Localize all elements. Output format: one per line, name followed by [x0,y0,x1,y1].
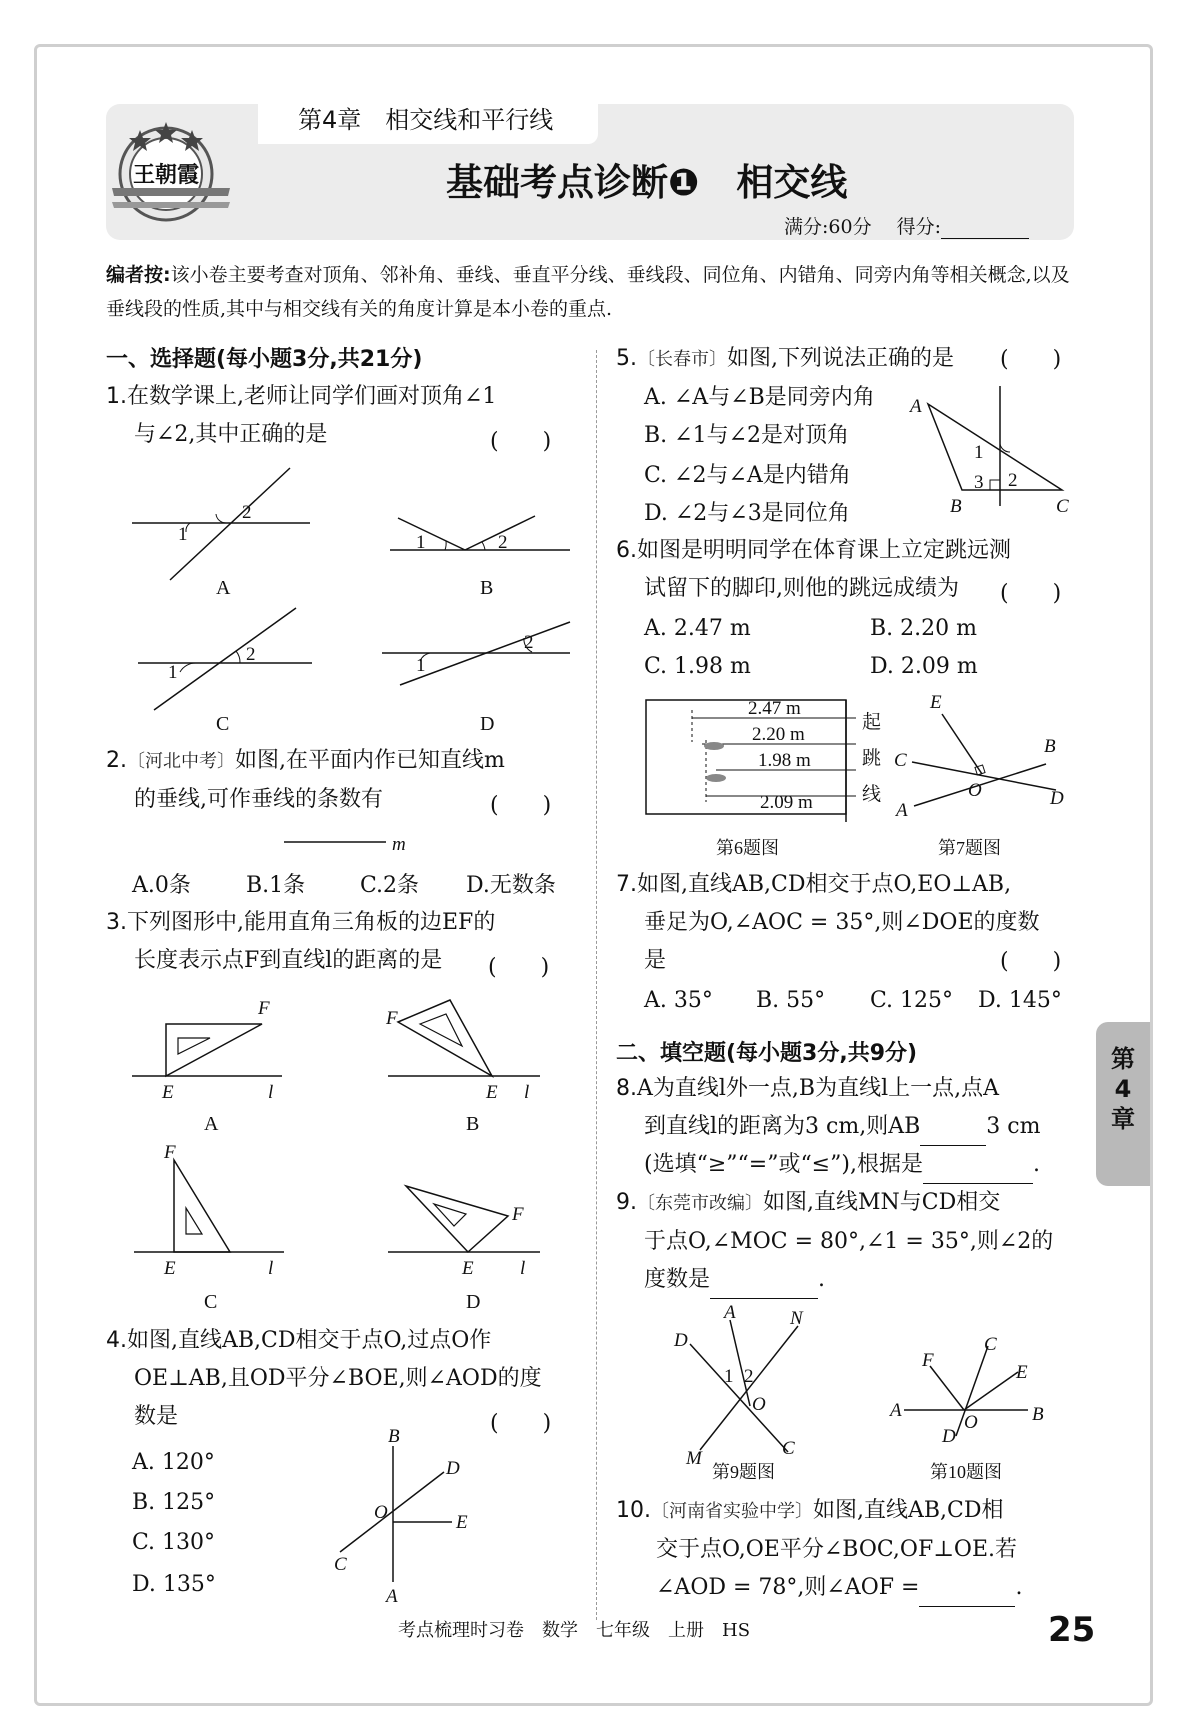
question-6 [616,532,1011,608]
q9-figure [672,1302,832,1486]
q7-point-c: C [894,750,907,771]
q5-angle1: 1 [974,442,984,463]
q3-option-a-label: A [204,1113,219,1135]
q9-point-n: N [790,1308,803,1329]
q6-takeoff-char2: 跳 [862,748,882,769]
q9-source: 〔东莞市改编〕 [637,1193,763,1214]
q3d-F: F [512,1204,524,1225]
editor-note [106,258,1076,326]
page-number: 25 [1048,1610,1096,1650]
q4-number: 4. [106,1328,127,1353]
q2-line2: 的垂线,可作垂线的条数有 [134,787,383,812]
q7-point-d: D [1050,788,1064,809]
q6-number: 6. [616,538,637,563]
q6-line1: 如图是明明同学在体育课上立定跳远测 [637,538,1012,563]
q4-point-a: A [386,1586,398,1607]
q10-point-c: C [984,1334,997,1355]
q5-source: 〔长春市〕 [637,349,727,370]
q10-point-e: E [1016,1362,1028,1383]
q10-number: 10. [616,1498,651,1523]
q10-blank[interactable] [919,1586,1015,1607]
q1-option-b-label: B [480,577,494,599]
q9-end: . [818,1267,826,1292]
editor-note-text: 该小卷主要考查对顶角、邻补角、垂线、垂直平分线、垂线段、同位角、内错角、同旁内角等相关概念,以及垂线段的性质,其中与相交线有关的角度计算是本小卷的重点. [106,264,1070,320]
q2-line1: 如图,在平面内作已知直线m [235,748,505,773]
logo-text: 王朝霞 [132,162,200,187]
q9-angle1: 1 [724,1366,734,1387]
q3a-l: l [268,1082,274,1103]
q1-answer-paren[interactable]: ( ) [490,429,552,454]
side-tab-line3: 章 [1111,1105,1135,1133]
q2-option-d[interactable]: D.无数条 [466,873,556,898]
question-7 [616,866,1040,980]
q2-number: 2. [106,748,127,773]
q8-blank2[interactable] [923,1163,1033,1184]
q6-value-247: 2.47 m [748,698,801,719]
q3d-l: l [520,1258,526,1279]
q9-point-d: D [674,1330,688,1351]
q10-point-d: D [942,1426,956,1447]
q6-figure [640,696,890,866]
score-line [784,212,1029,239]
q6-option-b[interactable]: B. 2.20 m [870,616,977,641]
score-blank[interactable] [941,220,1029,239]
question-2 [106,742,505,819]
side-tab-line1: 第 [1111,1045,1135,1073]
q1a-angle1: 1 [178,524,188,545]
q2-option-c[interactable]: C.2条 [360,873,420,898]
q2-option-a[interactable]: A.0条 [132,873,191,898]
q5-option-d[interactable]: D. ∠2与∠3是同位角 [644,501,850,526]
editor-note-label: 编者按: [106,264,171,286]
q1-line2: 与∠2,其中正确的是 [134,422,328,447]
question-3 [106,904,495,980]
section1-title: 一、选择题(每小题3分,共21分) [106,347,423,372]
q3-line2: 长度表示点F到直线l的距离的是 [134,948,443,973]
chapter-title: 第4章 相交线和平行线 [298,106,554,134]
q1-line1: 在数学课上,老师让同学们画对顶角∠1 [127,384,497,409]
q7-answer-paren[interactable]: ( ) [1000,949,1062,974]
q1a-angle2: 2 [242,502,252,523]
q1-option-c-label: C [216,713,230,735]
q10-caption: 第10题图 [930,1462,1002,1482]
q7-line1: 如图,直线AB,CD相交于点O,EO⊥AB, [637,872,1012,897]
q7-option-c[interactable]: C. 125° [870,988,954,1013]
q9-point-m: M [686,1448,702,1469]
q1c-angle2: 2 [246,644,256,665]
q8-line3b: . [1032,1152,1040,1177]
footer-text: 考点梳理时习卷 数学 七年级 上册 HS [398,1620,751,1641]
q1b-angle1: 1 [416,532,426,553]
q5-answer-paren[interactable]: ( ) [1000,347,1062,372]
q10-point-b: B [1032,1404,1044,1425]
side-tab-line2: 4 [1114,1075,1132,1103]
q10-line3: ∠AOD = 78°,则∠AOF = [656,1575,920,1600]
q1-number: 1. [106,384,127,409]
q2-line-m: m [392,834,406,855]
section2-title: 二、填空题(每小题3分,共9分) [616,1041,918,1066]
q6-line2: 试留下的脚印,则他的跳远成绩为 [644,576,959,601]
q4-point-c: C [334,1554,347,1575]
q4-point-e: E [456,1512,468,1533]
q1d-angle2: 2 [524,632,534,653]
q10-line2: 交于点O,OE平分∠BOC,OF⊥OE.若 [656,1537,1018,1562]
q7-line2: 垂足为O,∠AOC = 35°,则∠DOE的度数 [644,910,1040,935]
q10-point-a: A [890,1400,902,1421]
q8-number: 8. [616,1076,637,1101]
q5-angle3: 3 [974,472,984,493]
q8-line3a: (选填“≥”“=”或“≤”),根据是 [644,1152,923,1177]
q6-option-a[interactable]: A. 2.47 m [644,616,751,641]
q3d-E: E [462,1258,474,1279]
q4-line2: OE⊥AB,且OD平分∠BOE,则∠AOD的度 [134,1366,542,1391]
q9-point-o: O [752,1394,766,1415]
q9-angle2: 2 [744,1366,754,1387]
q10-line1: 如图,直线AB,CD相 [813,1498,1004,1523]
q4-point-o: O [374,1502,388,1523]
q9-line3: 度数是 [644,1267,711,1292]
q3c-E: E [164,1258,176,1279]
q5-stem: 如图,下列说法正确的是 [727,346,954,371]
q4-point-d: D [446,1458,460,1479]
q6-option-d[interactable]: D. 2.09 m [870,654,978,679]
q7-line3: 是 [644,948,667,973]
q4-line3: 数是 [134,1404,179,1429]
q2-source: 〔河北中考〕 [127,751,235,772]
q1c-angle1: 1 [168,662,178,683]
q9-line1: 如图,直线MN与CD相交 [763,1190,1001,1215]
logo-emblem [110,118,234,228]
q7-point-e: E [930,692,942,713]
q6-takeoff-char1: 起 [862,712,882,733]
q5-figure [910,378,1080,518]
q7-caption: 第7题图 [938,838,1001,858]
q7-option-b[interactable]: B. 55° [756,988,826,1013]
question-1 [106,378,496,454]
page-title: 基础考点诊断❶ 相交线 [446,161,848,204]
q10-point-o: O [964,1412,978,1433]
q4-option-a[interactable]: A. 120° [132,1450,215,1475]
q4-option-b[interactable]: B. 125° [132,1490,216,1515]
q5-point-b: B [950,496,962,517]
q5-option-b[interactable]: B. ∠1与∠2是对顶角 [644,423,850,448]
q6-option-c[interactable]: C. 1.98 m [644,654,751,679]
q6-takeoff-char3: 线 [862,784,882,805]
q4-line1: 如图,直线AB,CD相交于点O,过点O作 [127,1328,492,1353]
q8-line2b: 3 cm [986,1114,1041,1139]
q1-figures [120,460,590,735]
q2-answer-paren[interactable]: ( ) [490,793,552,818]
q7-point-a: A [896,800,908,821]
q6-value-209: 2.09 m [760,792,813,813]
q3-line1: 下列图形中,能用直角三角板的边EF的 [127,910,496,935]
q6-value-198: 1.98 m [758,750,811,771]
q3-figures [120,994,590,1314]
q3b-E: E [486,1082,498,1103]
q8-line2a: 到直线l的距离为3 cm,则AB [644,1114,921,1139]
q3a-F: F [258,998,270,1019]
q2-option-b[interactable]: B.1条 [246,873,306,898]
q5-point-a: A [910,396,922,417]
q6-caption: 第6题图 [716,838,779,858]
q9-number: 9. [616,1190,637,1215]
q9-blank[interactable] [710,1278,818,1299]
q1d-angle1: 1 [416,655,426,676]
q9-caption: 第9题图 [712,1462,775,1482]
q10-end: . [1015,1575,1023,1600]
chapter-side-label [1106,1044,1140,1134]
publisher-logo [110,118,234,228]
q3c-l: l [268,1258,274,1279]
score-label: 得分: [896,216,942,238]
q7-option-a[interactable]: A. 35° [644,988,713,1013]
q3c-F: F [164,1142,176,1163]
q10-source: 〔河南省实验中学〕 [651,1501,813,1522]
q3b-l: l [524,1082,530,1103]
column-divider [596,350,597,1620]
q2-figure [280,832,420,862]
q10-point-f: F [922,1350,934,1371]
q4-answer-paren[interactable]: ( ) [490,1411,552,1436]
q3-option-c-label: C [204,1291,218,1313]
question-10 [616,1492,1022,1607]
q9-line2: 于点O,∠MOC = 80°,∠1 = 35°,则∠2的 [644,1229,1054,1254]
question-5 [616,340,954,379]
question-4 [106,1322,542,1436]
q10-figure [890,1336,1070,1486]
q4-figure [320,1426,480,1612]
q1b-angle2: 2 [498,532,508,553]
question-9 [616,1184,1053,1299]
q8-line1: A为直线l外一点,B为直线l上一点,点A [637,1076,1000,1101]
q7-option-d[interactable]: D. 145° [978,988,1062,1013]
q9-point-a: A [724,1302,736,1323]
q4-point-b: B [388,1426,400,1447]
q7-point-o: O [968,780,982,801]
q5-option-a[interactable]: A. ∠A与∠B是同旁内角 [644,385,875,410]
full-score: 满分:60分 [784,216,872,238]
question-8 [616,1070,1040,1184]
q5-point-c: C [1056,496,1069,517]
q7-figure [890,694,1080,864]
q3-option-d-label: D [466,1291,481,1313]
q6-answer-paren[interactable]: ( ) [1000,581,1062,606]
q5-angle2: 2 [1008,470,1018,491]
q3-number: 3. [106,910,127,935]
q8-blank1[interactable] [920,1125,986,1146]
q7-number: 7. [616,872,637,897]
q3-option-b-label: B [466,1113,480,1135]
q1-option-a-label: A [216,577,231,599]
q3-answer-paren[interactable]: ( ) [488,955,550,980]
q9-point-c: C [782,1438,795,1459]
q6-value-220: 2.20 m [752,724,805,745]
q3b-F: F [386,1008,398,1029]
q3a-E: E [162,1082,174,1103]
q4-option-c[interactable]: C. 130° [132,1530,216,1555]
q1-option-d-label: D [480,713,495,735]
q5-option-c[interactable]: C. ∠2与∠A是内错角 [644,463,851,488]
q5-number: 5. [616,346,637,371]
q4-option-d[interactable]: D. 135° [132,1572,216,1597]
q7-point-b: B [1044,736,1056,757]
